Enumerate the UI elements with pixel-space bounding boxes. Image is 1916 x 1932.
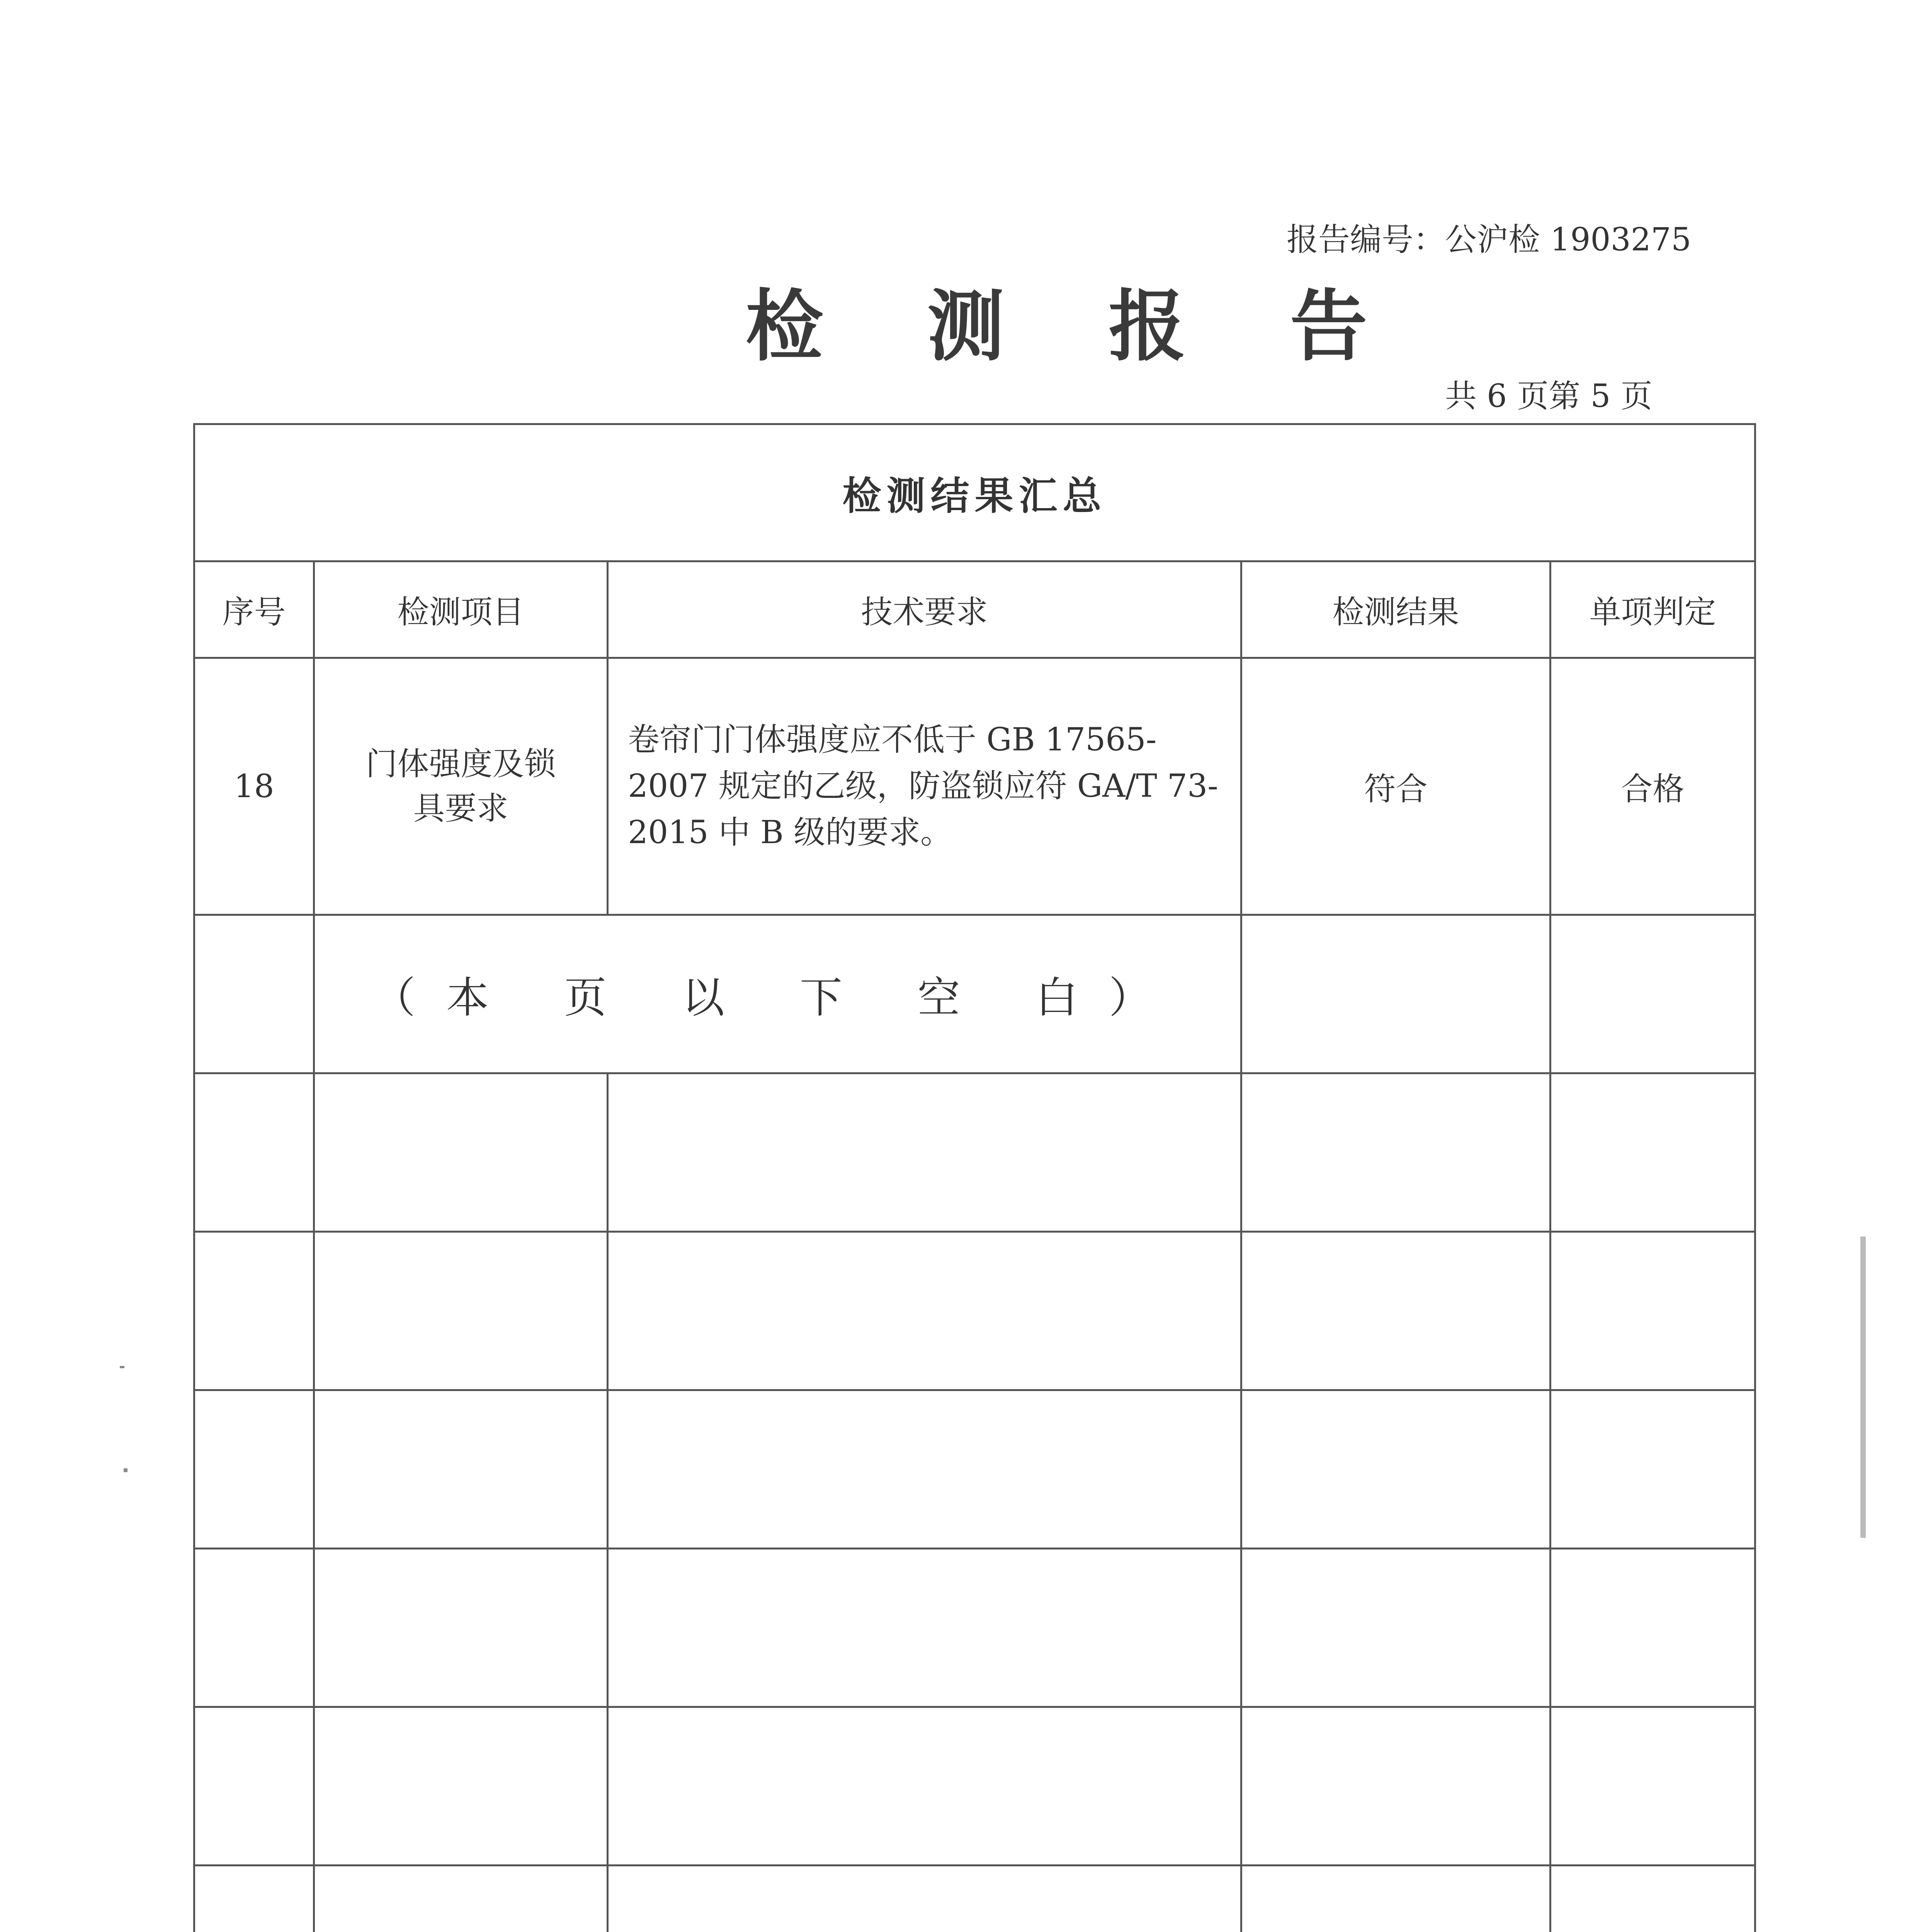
page-info: 共 6 页第 5 页: [1445, 378, 1652, 415]
blank-below-note: （本 页 以 下 空 白）: [314, 915, 1241, 1073]
empty-row: [194, 1866, 1755, 1932]
table-header-row: [194, 561, 1755, 658]
results-summary-table: [193, 423, 1756, 1932]
section-title: 检测结果汇总: [194, 424, 1755, 561]
column-header-judgment: 单项判定: [1550, 561, 1755, 658]
report-number: 报告编号：公沪检 1903275: [1287, 221, 1692, 258]
column-header-result: 检测结果: [1241, 561, 1550, 658]
row-seq: 18: [194, 658, 314, 915]
document-title: 检 测 报 告: [746, 281, 1406, 372]
row-result: 符合: [1241, 658, 1550, 915]
scan-speck: [124, 1468, 128, 1472]
row-item: [314, 658, 608, 915]
empty-row: [194, 1707, 1755, 1866]
empty-row: [194, 1073, 1755, 1232]
scan-speck: [120, 1366, 124, 1368]
column-header-seq: 序号: [194, 561, 314, 658]
column-header-requirement: 技术要求: [608, 561, 1241, 658]
row-requirement: 卷帘门门体强度应不低于 GB 17565-2007 规定的乙级，防盗锁应符 GA/T 73-2015 中 B 级的要求。: [608, 658, 1241, 915]
empty-row: [194, 1232, 1755, 1390]
row-judgment: 合格: [1550, 658, 1755, 915]
binding-edge-mark: [1860, 1236, 1866, 1538]
table-row: [194, 658, 1755, 915]
column-header-item: 检测项目: [314, 561, 608, 658]
empty-row: [194, 1390, 1755, 1549]
row-item-text: 门体强度及锁具要求: [366, 746, 556, 827]
empty-row: [194, 1549, 1755, 1707]
blank-note-row: [194, 915, 1755, 1073]
